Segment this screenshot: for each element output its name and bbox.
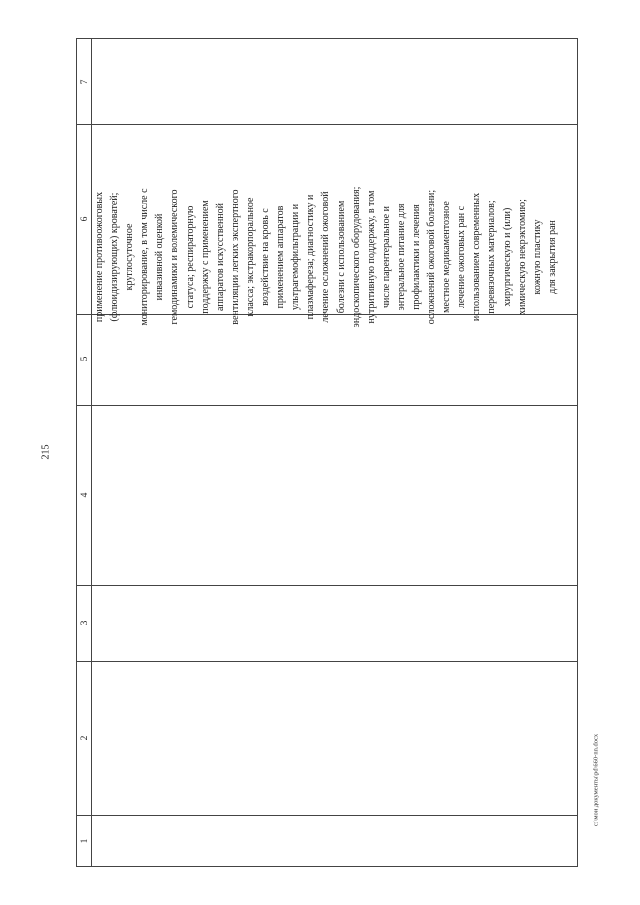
cell-line: кожную пластику bbox=[531, 219, 543, 295]
cell-line: ультрагемофильтрации и bbox=[290, 203, 302, 311]
column-6-cell-text bbox=[92, 161, 562, 354]
cell-line: местное медикаментозное bbox=[441, 201, 453, 313]
cell-line: инвазивной оценкой bbox=[154, 213, 166, 301]
cell-line: перевязочных материалов; bbox=[486, 200, 498, 314]
cell-line: аппаратов искусственной bbox=[214, 203, 226, 311]
cell-line: лечение осложнений ожоговой bbox=[320, 191, 332, 323]
cell-line: гемодинамики и волемического bbox=[169, 189, 181, 325]
column-divider bbox=[77, 585, 577, 586]
cell-line: плазмафереза; диагностику и bbox=[305, 194, 317, 320]
cell-line: круглосуточное bbox=[124, 223, 136, 291]
cell-line: болезни с использованием bbox=[335, 200, 347, 314]
cell-line: лечение ожоговых ран с bbox=[456, 205, 468, 309]
cell-line: нутритивную поддержку, в том bbox=[365, 190, 377, 324]
cell-line: химическую некрэктомию; bbox=[516, 199, 528, 315]
cell-line: осложнений ожоговой болезни; bbox=[426, 189, 438, 325]
page-number: 215 bbox=[40, 444, 52, 460]
cell-line: использованием современных bbox=[471, 192, 483, 322]
cell-line: применение противоожоговых bbox=[94, 191, 105, 323]
cell-line: статуса; респираторную bbox=[184, 205, 196, 309]
cell-line: для закрытия ран bbox=[546, 220, 558, 294]
cell-line: применением аппаратов bbox=[275, 205, 287, 309]
document-table: 7 6 5 4 3 2 1 применение противоожоговых (флюидизирующих) кроватей; круглосуточное мониторирование, в том числе с инвазивной оценкой гемодинамики и волемического статуса; респираторную поддержку с применением аппаратов искусственной вентиляции легких экспертного класса; экстракорпоральное воздействие на кровь с применением аппаратов ультрагемофильтрации и плазмафереза; диагностику и лечение осложнений ожоговой болезни с использованием эндоскопического оборудования; нутритивную поддержку, в том числе парентеральное и энтеральное питание для профилактики и лечения осложнений ожоговой болезни; местное медикаментозное лечение ожоговых ран с использованием современных перевязочных материалов; хирургическую и (или) химическую некрэктомию; кожную пластику для закрытия ран bbox=[76, 38, 578, 867]
column-divider bbox=[77, 815, 577, 816]
cell-line: класса; экстракорпоральное bbox=[244, 197, 256, 317]
column-divider bbox=[77, 405, 577, 406]
column-divider bbox=[77, 661, 577, 662]
cell-line: профилактики и лечения bbox=[410, 204, 422, 310]
column-divider bbox=[77, 124, 577, 125]
cell-line: поддержку с применением bbox=[199, 200, 211, 314]
cell-line: вентиляции легких экспертного bbox=[229, 189, 241, 325]
cell-line: воздействие на кровь с bbox=[260, 208, 272, 306]
cell-line: эндоскопического оборудования; bbox=[350, 186, 362, 328]
cell-line: числе парентеральное и bbox=[380, 206, 392, 308]
cell-line: (флюидизирующих) кроватей; bbox=[109, 192, 121, 322]
cell-line: хирургическую и (или) bbox=[501, 207, 513, 307]
footer-file-path: c:\мои документы\pd\660-nn.docx bbox=[592, 733, 600, 827]
cell-line: энтеральное питание для bbox=[395, 203, 407, 311]
cell-line: мониторирование, в том числе с bbox=[139, 188, 151, 326]
